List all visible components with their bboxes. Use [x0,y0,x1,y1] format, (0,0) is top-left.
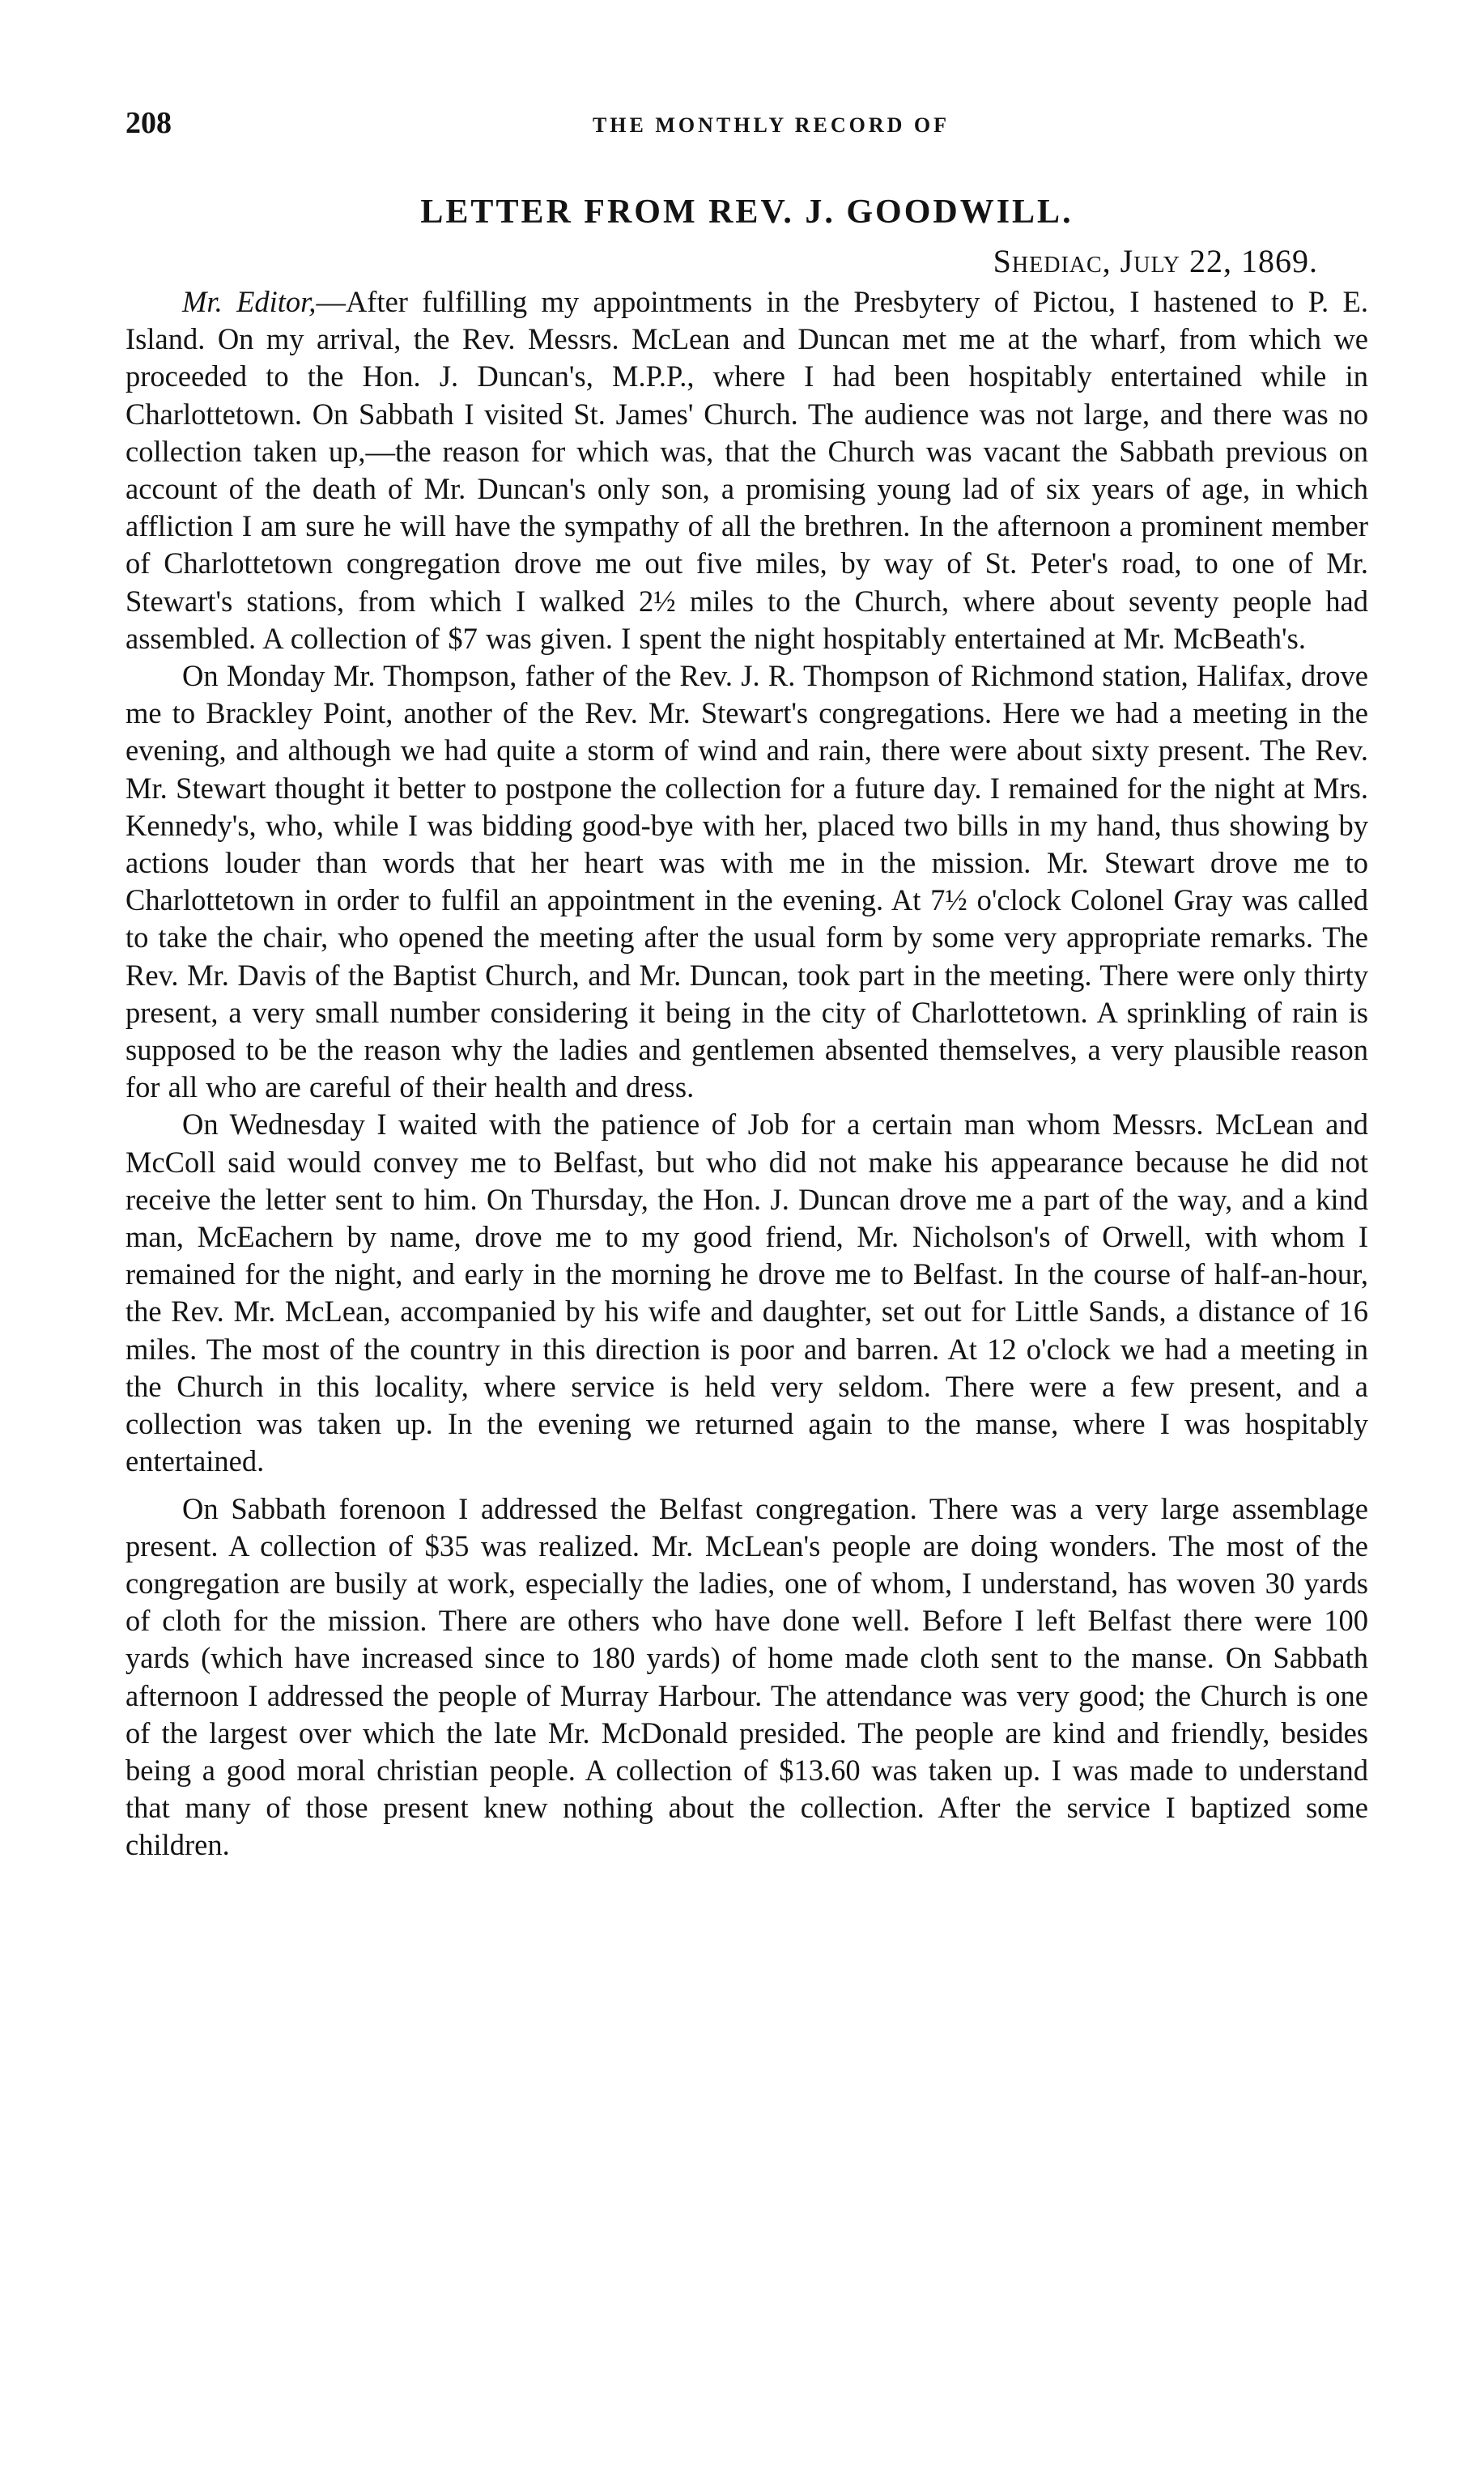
paragraph-1 [125,283,1368,657]
page [125,105,1368,1864]
page-number: 208 [125,106,172,140]
paragraph-3: On Wednesday I waited with the patience of Job for a certain man whom Messrs. McLean and McColl said would convey me to Belfast, but who did not make his appearance because he did not receive the letter sent to him. On Thursday, the Hon. J. Duncan drove me a part of the way, and a kind man, McEachern by name, drove me to my good friend, Mr. Nicholson's of Orwell, with whom I remained for the night, and early in the morning he drove me to Belfast. In the course of half-an-hour, the Rev. Mr. McLean, accompanied by his wife and daughter, set out for Little Sands, a distance of 16 miles. The most of the country in this direction is poor and barren. At 12 o'clock we had a meeting in the Church in this locality, where service is held very seldom. There were a few present, and a collection was taken up. In the evening we returned again to the manse, where I was hospitably entertained. [125,1108,1368,1478]
journal-title: THE MONTHLY RECORD OF [592,113,950,137]
paragraph-4: On Sabbath forenoon I addressed the Belfast congregation. There was a very large assemblage present. A collection of $35 was realized. Mr. McLean's people are doing wonders. The most of the congregation are busily at work, especially the ladies, one of whom, I understand, has woven 30 yards of cloth for the mission. There are others who have done well. Before I left Belfast there were 100 yards (which have increased since to 180 yards) of home made cloth sent to the manse. On Sabbath afternoon I addressed the people of Murray Harbour. The attendance was very good; the Church is one of the largest over which the late Mr. McDonald presided. The people are kind and friendly, besides being a good moral christian people. A collection of $13.60 was taken up. I was made to understand that many of those present knew nothing about the collection. After the service I baptized some children. [125,1491,1368,1862]
paragraph-2: On Monday Mr. Thompson, father of the Rev. J. R. Thompson of Richmond station, Halifax, drove me to Brackley Point, another of the Rev. Mr. Stewart's congregations. Here we had a meeting in the evening, and although we had quite a storm of wind and rain, there were about sixty present. The Rev. Mr. Stewart thought it better to postpone the collection for a future day. I remained for the night at Mrs. Kennedy's, who, while I was bidding good-bye with her, placed two bills in my hand, thus showing by actions louder than words that her heart was with me in the mission. Mr. Stewart drove me to Charlottetown in order to fulfil an appointment in the evening. At 7½ o'clock Colonel Gray was called to take the chair, who opened the meeting after the usual form by some very appropriate remarks. The Rev. Mr. Davis of the Baptist Church, and Mr. Duncan, took part in the meeting. There were only thirty present, a very small number considering it being in the city of Charlottetown. A sprinkling of rain is supposed to be the reason why the ladies and gentlemen absented themselves, a very plausible reason for all who are careful of their health and dress. [125,659,1368,1104]
paragraph-1-text: —After fulfilling my appointments in the Presbytery of Pictou, I hastened to P. E. Island. On my arrival, the Rev. Messrs. McLean and Duncan met me at the wharf, from which we proceeded to the Hon. J. Duncan's, M.P.P., where I had been hospitably entertained while in Charlottetown. On Sabbath I visited St. James' Church. The audience was not large, and there was no collection taken up,—the reason for which was, that the Church was vacant the Sabbath previous on account of the death of Mr. Duncan's only son, a promising young lad of six years of age, in which affliction I am sure he will have the sympathy of all the brethren. In the afternoon a prominent member of Charlottetown congregation drove me out five miles, by way of St. Peter's road, to one of Mr. Stewart's stations, from which I walked 2½ miles to the Church, where about seventy people had assembled. A collection of $7 was given. I spent the night hospitably entertained at Mr. McBeath's. [125,285,1368,655]
dateline: Shediac, July 22, 1869. [993,243,1318,279]
article-title: LETTER FROM REV. J. GOODWILL. [420,193,1074,231]
salutation: Mr. Editor, [182,285,317,318]
running-head [125,105,1368,154]
